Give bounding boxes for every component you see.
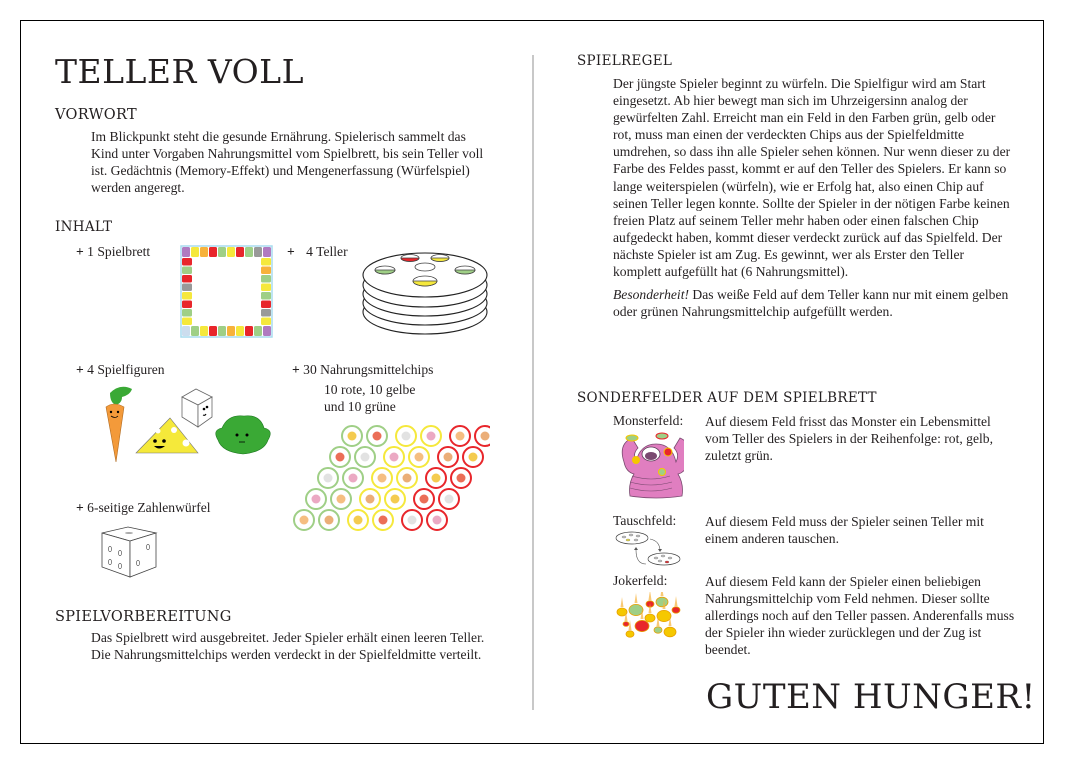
board-field [182,326,190,336]
chips-detail-line-1: 10 rote, 10 gelbe [324,382,416,397]
column-divider [532,55,534,710]
food-chip-image [354,516,363,525]
joker-chip [629,604,643,615]
joker-spark [675,596,678,606]
food-chip-image [456,432,465,441]
joker-chip [635,620,649,631]
board-field [245,247,253,257]
board-field [263,247,271,257]
board-field [261,301,271,309]
inhalt-item-label: 1 Spielbrett [87,244,151,259]
joker-chip [664,627,676,637]
plus-icon: + [292,362,300,377]
inhalt-item-spielfiguren [76,362,165,378]
food-chip-image [427,432,436,441]
board-field [218,326,226,336]
inhalt-item-label: 4 Spielfiguren [87,362,165,377]
board-field [236,247,244,257]
board-field [263,326,271,336]
board-field [261,267,271,275]
food-chip-image [312,495,321,504]
food-chip-image [324,474,333,483]
game-pieces-icon [100,385,285,467]
food-chip-image [402,432,411,441]
food-chip-image [337,495,346,504]
cabbage-piece [216,416,271,454]
spielregel-note [613,286,1013,320]
spielvorbereitung-text [91,629,496,663]
board-field [182,301,192,309]
board-field [227,247,235,257]
food-chip-image [403,474,412,483]
board-field [254,326,262,336]
board-field [182,292,192,300]
food-chip-image [420,495,429,504]
food-chip-image [444,453,453,462]
sonderfeld-text-joker: Auf diesem Feld kann der Spieler einen beliebigen Nahrungsmittelchip vom Feld nehmen. Dieser sollte allerdings noch auf den Teller passen. Anderenfalls muss der Spieler ihn wieder zurücklegen und der Zug ist beendet. [705,574,1015,658]
joker-chip [623,622,629,627]
joker-spark [635,593,638,603]
note-text: Das weiße Feld auf dem Teller kann nur mit einem gelben oder grünen Nahrungsmittelchip aufgefüllt werden. [613,287,1009,320]
spielregel-text [613,75,1013,320]
sonderfeld-label-tausch: Tauschfeld: [613,513,677,528]
joker-spark [661,592,664,596]
swap-plates-icon [614,530,684,570]
document-title: TELLER VOLL [55,52,304,91]
board-field [191,247,199,257]
food-chip-image [415,453,424,462]
sonderfeld-label-joker: Jokerfeld: [613,573,668,588]
food-chip-image [361,453,370,462]
sonderfeld-text-monster: Auf diesem Feld frisst das Monster ein Lebensmittel vom Teller des Spielers in der Reihenfolge: rot, gelb, zuletzt grün. [705,414,993,464]
board-field [182,309,192,317]
food-chip-image [348,432,357,441]
joker-chip [657,610,671,621]
dice-icon [100,525,160,580]
joker-chip [626,631,634,637]
plus-icon: + [76,500,84,515]
spielregel-paragraph: Der jüngste Spieler beginnt zu würfeln. Die Spielfigur wird am Start eingesetzt. Ab hier bewegt man sich im Uhrzeigersinn analog der gewürfelten Zahl. Erreicht man ein Feld in den Farben grün, gelb oder rot, muss man einen der verdeckten Chips aus der Spielfeldmitte umdrehen, so dass ihn alle Spieler sehen können. Nur wenn dieser zu der Farbe des Feldes passt, kommt er auf den Teller des Spielers. Er kann so lange weiterspielen (würfeln), wie er Erfolg hat, also einen Chip auf seinen Teller legen konnte. Sollte der Spieler in der nötigen Farbe keinen freien Platz auf seinem Teller mehr haben oder einen falschen Chip aufgedeckt haben, kommt dieser verdeckt zurück auf das Spielfeld. Der nächste Spieler ist am Zug. Es gewinnt, wer als Erster den Teller komplett aufgefüllt hat (6 Nahrungsmittel). [613,76,1011,280]
food-chips-icon [280,422,490,534]
inhalt-item-label: 6-seitige Zahlenwürfel [87,500,211,515]
board-field [236,326,244,336]
cheese-piece [136,418,198,453]
food-chip-image [325,516,334,525]
vorwort-text [91,128,491,196]
chips-detail-line-2: und 10 grüne [324,399,396,414]
note-emphasis: Besonderheit! [613,287,690,303]
joker-chip [645,614,655,622]
food-chip-image [390,453,399,462]
board-field [182,318,192,326]
food-chip-image [300,516,309,525]
food-chip-image [391,495,400,504]
board-field [200,326,208,336]
board-field [261,309,271,317]
plate-stack-icon [360,245,490,350]
vorwort-paragraph: Im Blickpunkt steht die gesunde Ernährung. Spielerisch sammelt das Kind unter Vorgaben Nahrungsmittel vom Spielbrett, bis sein Teller voll ist. Gedächtnis (Memory-Effekt) und Mengenerfassung (Würfelspiel) werden angeregt. [91,129,484,196]
spielvorbereitung-paragraph: Das Spielbrett wird ausgebreitet. Jeder Spieler erhält einen leeren Teller. Die Nahrungsmittelchips werden verdeckt in der Spielfeldmitte verteilt. [91,630,485,663]
food-chip-image [457,474,466,483]
board-field [182,267,192,275]
food-chip-image [373,432,382,441]
board-field [227,326,235,336]
game-board-icon [180,245,273,338]
inhalt-item-wuerfel [76,500,211,516]
joker-chip [654,627,662,633]
board-field [261,258,271,266]
monster-icon [614,432,684,502]
inhalt-item-chips [292,362,433,378]
joker-chips-icon [614,592,684,642]
sonderfeld-text-tausch: Auf diesem Feld muss der Spieler seinen Teller mit einem anderen tauschen. [705,514,984,547]
section-heading-sonderfelder: SONDERFELDER AUF DEM SPIELBRETT [577,390,877,406]
food-chip-image [433,516,442,525]
food-chip-image [336,453,345,462]
food-chip-image [408,516,417,525]
joker-spark [621,597,624,607]
board-field [261,292,271,300]
section-heading-spielvorbereitung: SPIELVORBEREITUNG [55,609,232,625]
inhalt-item-label: 4 Teller [306,244,348,259]
section-heading-inhalt: INHALT [55,219,113,235]
board-field [261,284,271,292]
section-heading-spielregel: SPIELREGEL [577,53,673,69]
carrot-leaves [110,387,132,405]
board-field [261,318,271,326]
food-chip-image [481,432,490,441]
board-field [209,247,217,257]
joker-spark [649,592,652,600]
sonderfeld-label-monster: Monsterfeld: [613,413,684,428]
section-heading-vorwort: VORWORT [55,107,137,123]
inhalt-chips-detail [324,381,415,415]
board-field [254,247,262,257]
plus-icon: + [76,244,84,259]
board-outline [181,246,272,337]
food-chip-image [378,474,387,483]
food-chip-image [366,495,375,504]
plus-icon: + [76,362,84,377]
plus-icon: + [287,244,295,259]
board-field [245,326,253,336]
food-chip-image [379,516,388,525]
board-field [218,247,226,257]
food-chip-image [469,453,478,462]
joker-chip [656,597,668,607]
board-field [191,326,199,336]
food-chip-image [445,495,454,504]
board-field [200,247,208,257]
closing-title: GUTEN HUNGER! [706,677,1036,717]
board-field [209,326,217,336]
inhalt-item-spielbrett [76,244,150,260]
carrot-piece [106,404,124,462]
board-field [261,275,271,283]
board-field [182,258,192,266]
inhalt-item-teller [287,244,348,260]
board-field [182,284,192,292]
board-field [182,247,190,257]
joker-chip [672,607,680,613]
inhalt-item-label: 30 Nahrungsmittelchips [303,362,434,377]
food-chip-image [432,474,441,483]
food-chip-image [349,474,358,483]
board-field [182,275,192,283]
